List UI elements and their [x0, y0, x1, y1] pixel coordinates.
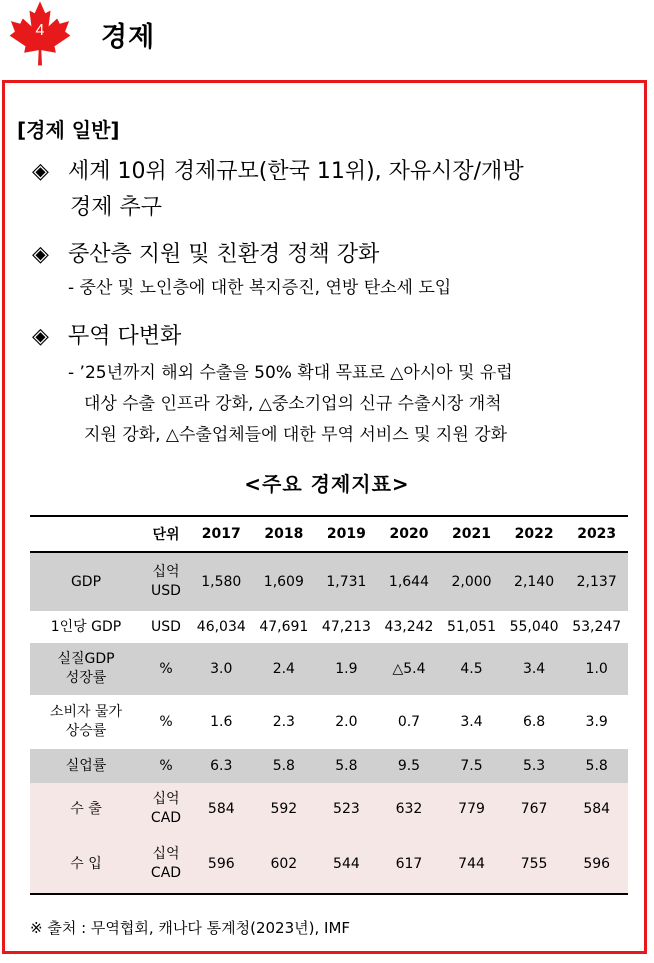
value-cell: 1.6 — [210, 713, 233, 730]
value-cell: 47,213 — [321, 618, 371, 635]
value-cell: 46,034 — [196, 618, 246, 635]
value-cell: △5.4 — [378, 643, 441, 695]
economic-indicators-table — [30, 515, 628, 895]
row-label-cell: 소비자 물가 상승률 — [49, 704, 123, 739]
value-cell: 9.5 — [378, 749, 441, 783]
value-cell: 47,691 — [259, 618, 309, 635]
diamond-bullet-icon: ◈ — [32, 242, 49, 267]
value-cell: 584 — [565, 783, 628, 835]
unit-cell: % — [159, 713, 173, 730]
table-row — [30, 835, 628, 894]
source-note: ※ 출처 : 무역협회, 캐나다 통계청(2023년), IMF — [30, 919, 351, 937]
diamond-bullet-icon: ◈ — [32, 324, 49, 349]
maple-leaf-icon — [7, 0, 73, 66]
table-header-row — [30, 516, 628, 552]
value-cell: 55,040 — [509, 618, 559, 635]
sub-bullet: - 중산 및 노인층에 대한 복지증진, 연방 탄소세 도입 — [68, 278, 452, 298]
value-cell: 1,644 — [378, 552, 441, 611]
section-heading: [경제 일반] — [17, 118, 120, 142]
value-cell: 5.8 — [565, 749, 628, 783]
bullet-economy-size — [32, 155, 524, 189]
header-cell: 2021 — [440, 516, 503, 552]
value-cell: 53,247 — [572, 618, 622, 635]
row-label-cell: 실업률 — [30, 749, 142, 783]
value-cell: 1,731 — [315, 552, 378, 611]
table-title: <주요 경제지표> — [244, 472, 410, 496]
value-cell: 51,051 — [447, 618, 497, 635]
row-label-cell: 수 출 — [30, 783, 142, 835]
value-cell: 2.4 — [253, 643, 316, 695]
unit-cell: % — [142, 643, 190, 695]
value-cell: 3.4 — [460, 713, 483, 730]
table-row — [30, 783, 628, 835]
sub-bullet-continuation: 지원 강화, △수출업체들에 대한 무역 서비스 및 지원 강화 — [84, 425, 507, 445]
value-cell: 523 — [315, 783, 378, 835]
value-cell: 1.9 — [315, 643, 378, 695]
value-cell: 632 — [378, 783, 441, 835]
value-cell: 2,137 — [565, 552, 628, 611]
value-cell: 0.7 — [397, 713, 421, 730]
table-row — [30, 695, 628, 749]
value-cell: 1.0 — [565, 643, 628, 695]
diamond-bullet-icon: ◈ — [32, 159, 49, 184]
value-cell: 1,609 — [253, 552, 316, 611]
unit-cell: 십억 USD — [142, 552, 190, 611]
value-cell: 3.0 — [190, 643, 253, 695]
value-cell: 602 — [253, 835, 316, 894]
header-cell: 2022 — [503, 516, 566, 552]
section-number-badge: 4 — [35, 22, 45, 39]
value-cell: 3.9 — [585, 713, 608, 730]
header-cell: 2018 — [253, 516, 316, 552]
bullet-middle-class — [32, 238, 379, 272]
header-cell — [30, 516, 142, 552]
bullet-text: 중산층 지원 및 친환경 정책 강화 — [68, 242, 380, 267]
value-cell: 5.8 — [253, 749, 316, 783]
value-cell: 2,140 — [503, 552, 566, 611]
value-cell: 4.5 — [440, 643, 503, 695]
value-cell: 584 — [190, 783, 253, 835]
value-cell: 3.4 — [503, 643, 566, 695]
header-cell: 2017 — [190, 516, 253, 552]
page-title: 경제 — [101, 22, 156, 53]
value-cell: 1,580 — [190, 552, 253, 611]
table-row — [30, 611, 628, 643]
value-cell: 744 — [440, 835, 503, 894]
table-row — [30, 749, 628, 783]
row-label-cell: 1인당 GDP — [50, 618, 122, 635]
page-header — [0, 0, 654, 75]
unit-cell: USD — [151, 618, 181, 635]
row-label-cell: 실질GDP 성장률 — [30, 643, 142, 695]
sub-bullet-continuation: 대상 수출 인프라 강화, △중소기업의 신규 수출시장 개척 — [84, 394, 502, 414]
bullet-trade-diversification — [32, 320, 181, 354]
value-cell: 2.3 — [272, 713, 295, 730]
unit-cell: 십억 CAD — [142, 835, 190, 894]
bullet-text: 세계 10위 경제규모(한국 11위), 자유시장/개방 — [68, 159, 524, 184]
header-cell: 단위 — [142, 516, 190, 552]
value-cell: 755 — [503, 835, 566, 894]
value-cell: 5.3 — [503, 749, 566, 783]
value-cell: 596 — [190, 835, 253, 894]
row-label-cell: 수 입 — [30, 835, 142, 894]
table-row — [30, 643, 628, 695]
value-cell: 596 — [565, 835, 628, 894]
value-cell: 544 — [315, 835, 378, 894]
value-cell: 2.0 — [335, 713, 358, 730]
value-cell: 6.3 — [190, 749, 253, 783]
value-cell: 592 — [253, 783, 316, 835]
table-row — [30, 552, 628, 611]
value-cell: 767 — [503, 783, 566, 835]
value-cell: 7.5 — [440, 749, 503, 783]
value-cell: 43,242 — [384, 618, 434, 635]
sub-bullet: - ’25년까지 해외 수출을 50% 확대 목표로 △아시아 및 유럽 — [68, 363, 513, 383]
unit-cell: % — [142, 749, 190, 783]
value-cell: 5.8 — [315, 749, 378, 783]
bullet-text: 무역 다변화 — [68, 324, 182, 349]
bullet-text-continuation: 경제 추구 — [70, 195, 163, 220]
header-cell: 2019 — [315, 516, 378, 552]
value-cell: 2,000 — [440, 552, 503, 611]
header-cell: 2020 — [378, 516, 441, 552]
row-label-cell: GDP — [30, 552, 142, 611]
value-cell: 6.8 — [522, 713, 546, 730]
value-cell: 617 — [378, 835, 441, 894]
value-cell: 779 — [440, 783, 503, 835]
unit-cell: 십억 CAD — [142, 783, 190, 835]
header-cell: 2023 — [565, 516, 628, 552]
